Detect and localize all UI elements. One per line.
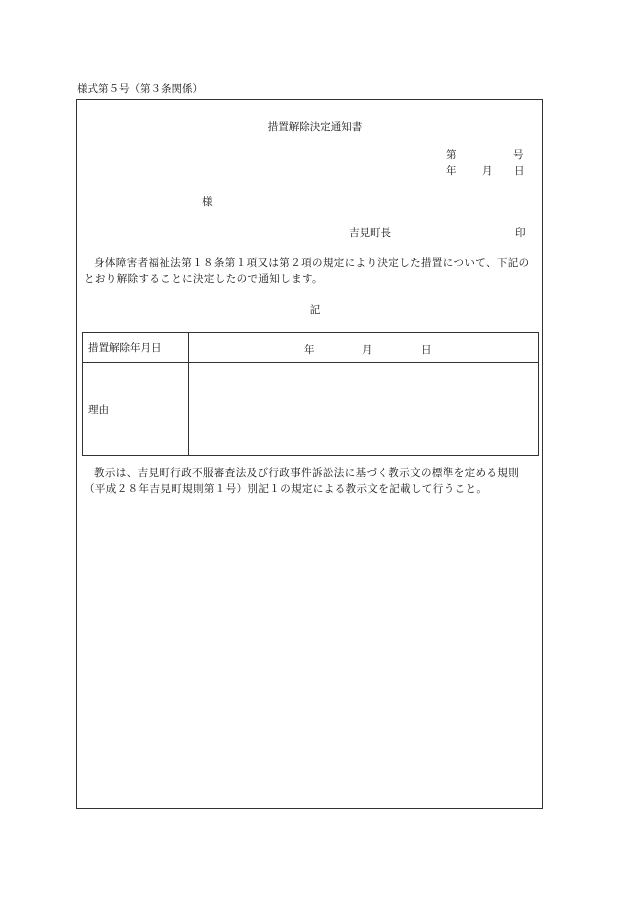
seal-mark: 印 <box>515 227 526 239</box>
cancellation-table <box>82 332 539 456</box>
form-label: 様式第５号（第３条関係） <box>77 83 203 95</box>
number-suffix: 号 <box>513 149 524 161</box>
instruction-text: 教示は、吉見町行政不服審査法及び行政事件訴訟法に基づく教示文の標準を定める規則（平成２８年吉見町規則第１号）別記１の規定による教示文を記載して行うこと。 <box>84 467 520 495</box>
reason-value <box>189 363 539 456</box>
cancellation-month: 月 <box>362 344 373 356</box>
cancellation-date-cell <box>189 333 539 363</box>
recipient-honorific: 様 <box>202 196 213 208</box>
table-row <box>83 363 539 456</box>
number-prefix: 第 <box>446 149 457 161</box>
cancellation-day: 日 <box>421 344 432 356</box>
document-title: 措置解除決定通知書 <box>267 121 363 133</box>
cancellation-date-label: 措置解除年月日 <box>83 333 189 363</box>
cancellation-year: 年 <box>304 344 315 356</box>
reason-label: 理由 <box>83 363 189 456</box>
date-day: 日 <box>514 165 525 177</box>
date-month: 月 <box>482 165 493 177</box>
notice-body: 身体障害者福祉法第１８条第１項又は第２項の規定により決定した措置について、下記のとおり解除することに決定したので通知します。 <box>84 257 530 285</box>
issuer-name: 吉見町長 <box>349 227 391 239</box>
ki-heading: 記 <box>309 304 321 316</box>
date-year: 年 <box>446 165 457 177</box>
table-row <box>83 333 539 363</box>
